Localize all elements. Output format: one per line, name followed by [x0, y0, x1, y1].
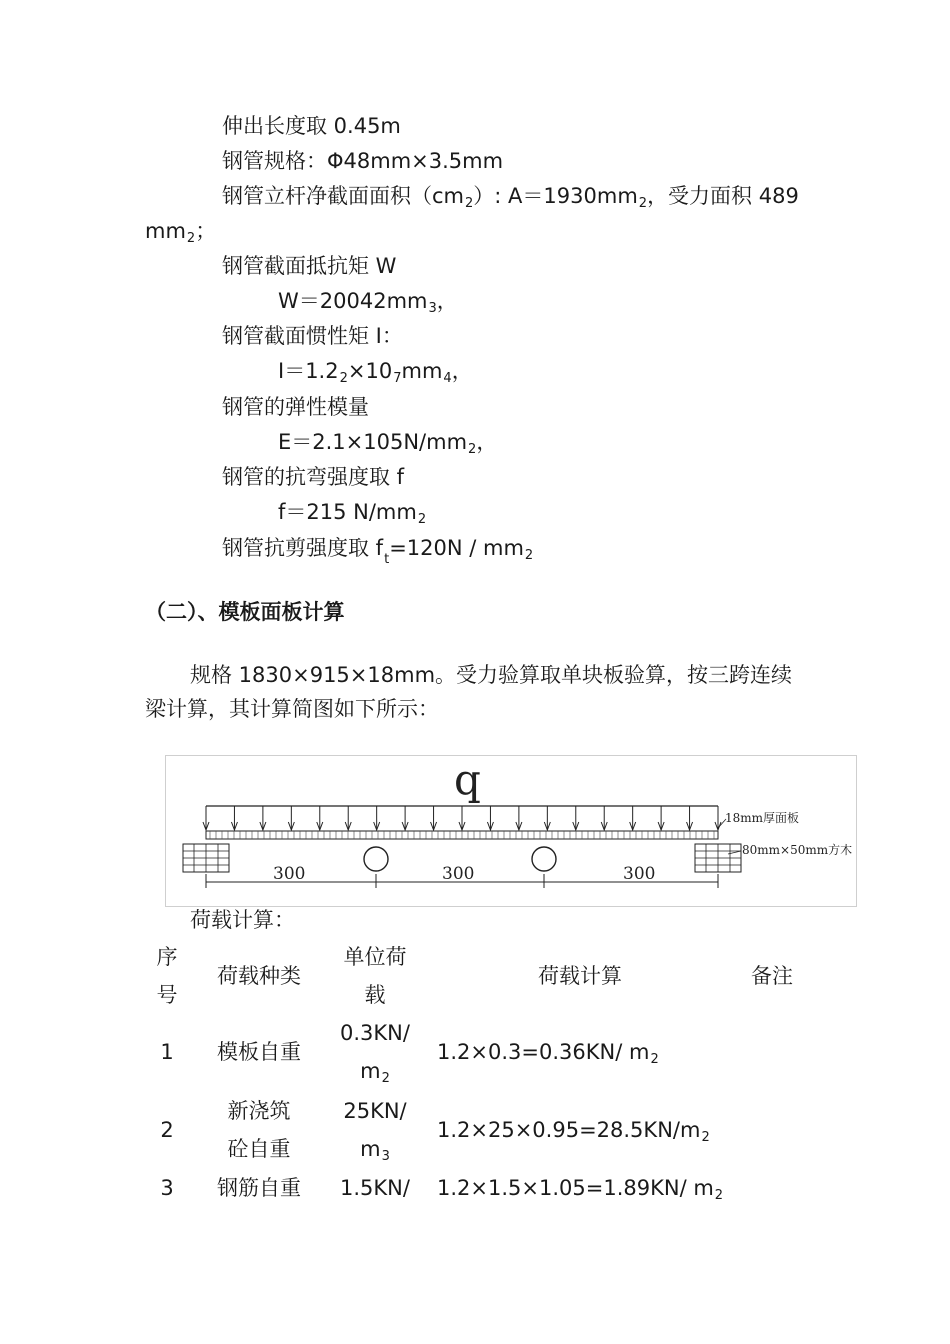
- i-label: 钢管截面惯性矩 I：: [222, 324, 403, 348]
- row3-no: 3: [160, 1176, 174, 1200]
- overhang-line: 伸出长度取 0.45m: [222, 114, 401, 138]
- f-sub: 2: [417, 512, 427, 527]
- row1-calc-text: 1.2×0.3=0.36KN/ m: [437, 1040, 650, 1064]
- load-calc-label: 荷载计算：: [190, 908, 295, 932]
- i-tail: ，: [451, 359, 473, 383]
- row3-unit: 1.5KN/: [340, 1176, 410, 1200]
- i-sub-b: 7: [393, 371, 402, 386]
- section-title: （二）、模板面板计算: [145, 600, 345, 624]
- table-header-calc: 荷载计算: [538, 964, 622, 988]
- row1-kind: 模板自重: [217, 1040, 301, 1064]
- panel-label: 18mm厚面板: [725, 811, 800, 825]
- right-timber: [695, 844, 741, 872]
- row1-calc-sub: 2: [650, 1052, 659, 1067]
- span-label-1: 300: [273, 864, 306, 884]
- header-no-line2: 号: [156, 983, 178, 1007]
- row1-calc: [437, 1033, 659, 1079]
- area-sub-b: 2: [638, 196, 648, 211]
- area-text-c: ，受力面积 489: [647, 184, 799, 208]
- row2-unit: [330, 1092, 420, 1176]
- row3-kind: 钢筋自重: [217, 1176, 301, 1200]
- pipe-support-2: [532, 847, 556, 871]
- beam-diagram: [165, 755, 857, 907]
- i-value-b: ×10: [347, 359, 393, 383]
- table-header-no: [145, 938, 189, 1014]
- left-timber: [183, 844, 229, 872]
- e-tail: ，: [476, 430, 498, 454]
- para-line-2: 梁计算，其计算简图如下所示：: [145, 697, 439, 721]
- i-sub-a: 2: [339, 371, 348, 386]
- panel-hatch: [210, 831, 714, 839]
- ft-sub-b: 2: [524, 548, 534, 563]
- spec-line: 钢管规格：Φ48mm×3.5mm: [222, 149, 504, 173]
- row1-unit: [330, 1014, 420, 1098]
- row2-no: 2: [160, 1118, 174, 1142]
- row2-calc: [437, 1111, 710, 1157]
- timber-label: 80mm×50mm方木: [742, 843, 853, 857]
- row3-calc-text: 1.2×1.5×1.05=1.89KN/ m: [437, 1176, 714, 1200]
- span-label-3: 300: [623, 864, 656, 884]
- f-value: f＝215 N/mm: [278, 500, 417, 524]
- area-text-a: 钢管立杆净截面面积（cm: [222, 184, 465, 208]
- ft-sub: t: [384, 552, 390, 567]
- row3-calc-sub: 2: [714, 1188, 724, 1203]
- row2-kind-b: 砼自重: [227, 1137, 291, 1161]
- area-line-cont: [145, 216, 216, 254]
- area-text-b: ）: A＝1930mm: [473, 184, 638, 208]
- row1-no: 1: [160, 1040, 174, 1064]
- area-sub-d: 2: [186, 231, 196, 246]
- ft-text-b: =120N / mm: [389, 536, 524, 560]
- table-header-note: 备注: [751, 964, 793, 988]
- i-sub-c: 4: [443, 371, 452, 386]
- area-sub-a: 2: [465, 196, 474, 211]
- para-line-1: 规格 1830×915×18mm。受力验算取单块板验算，按三跨连续: [190, 663, 793, 687]
- e-value-line: [278, 427, 497, 465]
- row2-calc-text: 1.2×25×0.95=28.5KN/m: [437, 1118, 701, 1142]
- ft-text-a: 钢管抗剪强度取 f: [222, 536, 384, 560]
- w-value: W＝20042mm: [278, 289, 428, 313]
- area-text-d: mm: [145, 219, 186, 243]
- i-value-c: mm: [401, 359, 443, 383]
- w-sub: 3: [428, 301, 437, 316]
- load-q-label: q: [454, 756, 481, 804]
- header-no-line1: 序: [156, 945, 178, 969]
- row2-unit-a: 25KN/: [343, 1099, 407, 1123]
- row2-unit-b: m: [360, 1137, 381, 1161]
- e-label: 钢管的弹性模量: [222, 395, 369, 419]
- ft-line: [222, 533, 533, 575]
- i-value-a: I＝1.2: [278, 359, 339, 383]
- load-arrows: [203, 806, 721, 830]
- area-line: [222, 181, 799, 219]
- row1-unit-a: 0.3KN/: [340, 1021, 410, 1045]
- e-value: E＝2.1×105N/mm: [278, 430, 468, 454]
- f-value-line: [278, 497, 426, 535]
- w-label: 钢管截面抵抗矩 W: [222, 254, 397, 278]
- f-label: 钢管的抗弯强度取 f: [222, 465, 405, 489]
- row1-unit-sub: 2: [381, 1071, 390, 1086]
- row2-kind-a: 新浇筑: [227, 1099, 291, 1123]
- span-label-2: 300: [442, 864, 475, 884]
- header-unit-line1: 单位荷: [343, 945, 407, 969]
- e-sub: 2: [468, 442, 477, 457]
- row1-unit-b: m: [360, 1059, 381, 1083]
- header-unit-line2: 载: [364, 983, 386, 1007]
- area-text-e: ；: [195, 219, 217, 243]
- row2-calc-sub: 2: [701, 1130, 710, 1145]
- table-header-unit: [330, 938, 420, 1014]
- beam-diagram-svg: [166, 756, 856, 906]
- i-value-line: [278, 356, 473, 394]
- table-header-kind: 荷载种类: [217, 964, 301, 988]
- w-value-line: [278, 286, 458, 324]
- row2-unit-sub: 3: [381, 1149, 390, 1164]
- row2-kind: [200, 1092, 318, 1168]
- pipe-support-1: [364, 847, 388, 871]
- w-tail: ，: [436, 289, 458, 313]
- row3-calc: [437, 1169, 723, 1215]
